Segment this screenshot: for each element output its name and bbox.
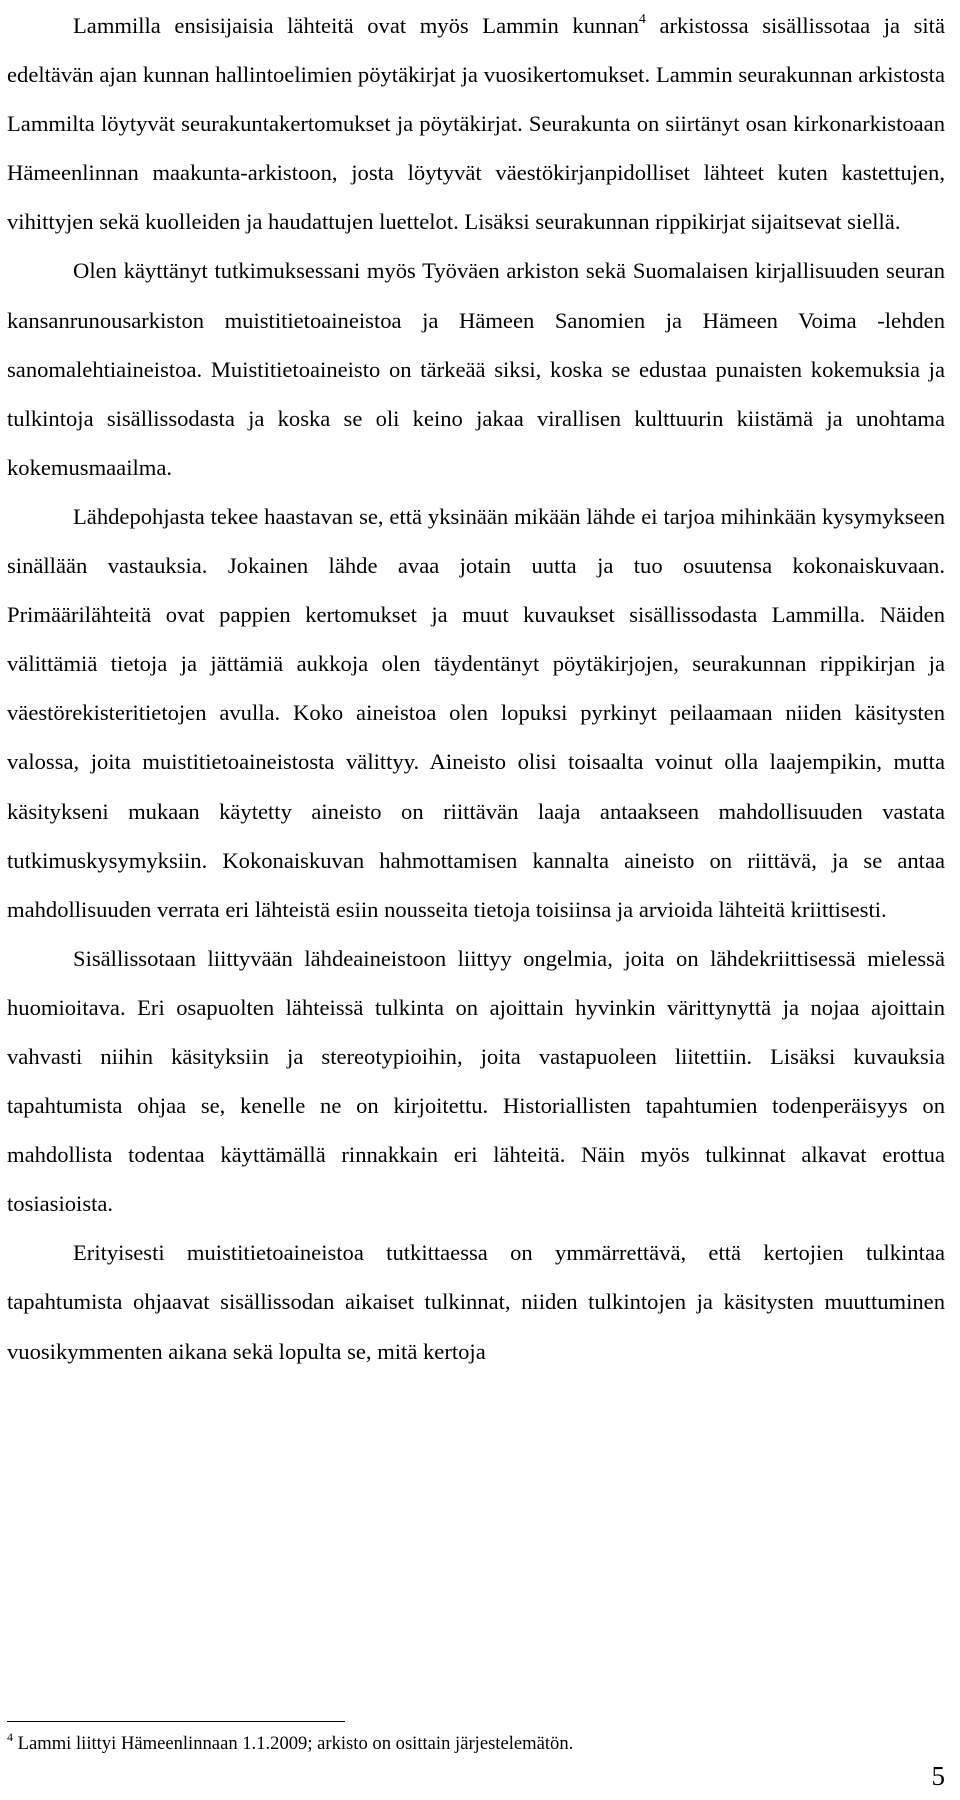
paragraph-3: Lähdepohjasta tekee haastavan se, että yksinään mikään lähde ei tarjoa mihinkään kysymykseen sinällään vastauksia. Jokainen lähde avaa jotain uutta ja tuo osuutensa kokonaiskuvaan. Primäärilähteitä ovat pappien kertomukset ja muut kuvaukset sisällissodasta Lammilla. Näiden välittämiä tietoja ja jättämiä aukkoja olen täydentänyt pöytäkirjojen, seurakunnan rippikirjan ja väestörekisteritietojen avulla. Koko aineistoa olen lopuksi pyrkinyt peilaamaan niiden käsitysten valossa, joita muistitietoaineistosta välittyy. Aineisto olisi toisaalta voinut olla laajempikin, mutta käsitykseni mukaan käytetty aineisto on riittävän laaja antaakseen mahdollisuuden vastata tutkimuskysymyksiin. Kokonaiskuvan hahmottamisen kannalta aineisto on riittävä, ja se antaa mahdollisuuden verrata eri lähteistä esiin nousseita tietoja toisiinsa ja arvioida lähteitä kriittisesti. xyxy=(7,503,945,922)
paragraph-1-text: Lammilla ensisijaisia lähteitä ovat myös Lammin kunnan xyxy=(73,13,639,38)
footnote-separator xyxy=(7,1721,345,1722)
footnote-text: Lammi liittyi Hämeenlinnaan 1.1.2009; arkisto on osittain järjestelemätön. xyxy=(13,1733,574,1754)
body-text xyxy=(7,1,945,1376)
paragraph-2: Olen käyttänyt tutkimuksessani myös Työväen arkiston sekä Suomalaisen kirjallisuuden seuran kansanrunousarkiston muistitietoaineistoa ja Hämeen Sanomien ja Hämeen Voima -lehden sanomalehtiaineistoa. Muistitietoaineisto on tärkeää siksi, koska se edustaa punaisten kokemuksia ja tulkintoja sisällissodasta ja koska se oli keino jakaa virallisen kulttuurin kiistämä ja unohtama kokemusmaailma. xyxy=(7,258,945,480)
paragraph-1-text-continued: arkistossa sisällissotaa ja sitä edeltävän ajan kunnan hallintoelimien pöytäkirjat ja vuosikertomukset. Lammin seurakunnan arkistosta Lammilta löytyvät seurakuntakertomukset ja pöytäkirjat. Seurakunta on siirtänyt osan kirkonarkistoaan Hämeenlinnan maakunta-arkistoon, josta löytyvät väestökirjanpidolliset lähteet kuten kastettujen, vihittyjen sekä kuolleiden ja haudattujen luettelot. Lisäksi seurakunnan rippikirjat sijaitsevat siellä. xyxy=(7,13,945,235)
paragraph-1 xyxy=(7,1,945,246)
footnote xyxy=(7,1732,573,1756)
paragraph-4: Sisällissotaan liittyvään lähdeaineistoon liittyy ongelmia, joita on lähdekriittisessä mielessä huomioitava. Eri osapuolten lähteissä tulkinta on ajoittain hyvinkin värittynyttä ja nojaa ajoittain vahvasti niihin käsityksiin ja stereotypioihin, joita vastapuoleen liitettiin. Lisäksi kuvauksia tapahtumista ohjaa se, kenelle ne on kirjoitettu. Historiallisten tapahtumien todenperäisyys on mahdollista todentaa käyttämällä rinnakkain eri lähteitä. Näin myös tulkinnat alkavat erottua tosiasioista. xyxy=(7,945,945,1217)
paragraph-5: Erityisesti muistitietoaineistoa tutkittaessa on ymmärrettävä, että kertojien tulkintaa tapahtumista ohjaavat sisällissodan aikaiset tulkinnat, niiden tulkintojen ja käsitysten muuttuminen vuosikymmenten aikana sekä lopulta se, mitä kertoja xyxy=(7,1240,945,1364)
footnote-marker: 4 xyxy=(7,1730,13,1744)
page-number: 5 xyxy=(931,1761,945,1791)
footnote-reference: 4 xyxy=(638,12,646,27)
document-page xyxy=(7,0,945,1800)
